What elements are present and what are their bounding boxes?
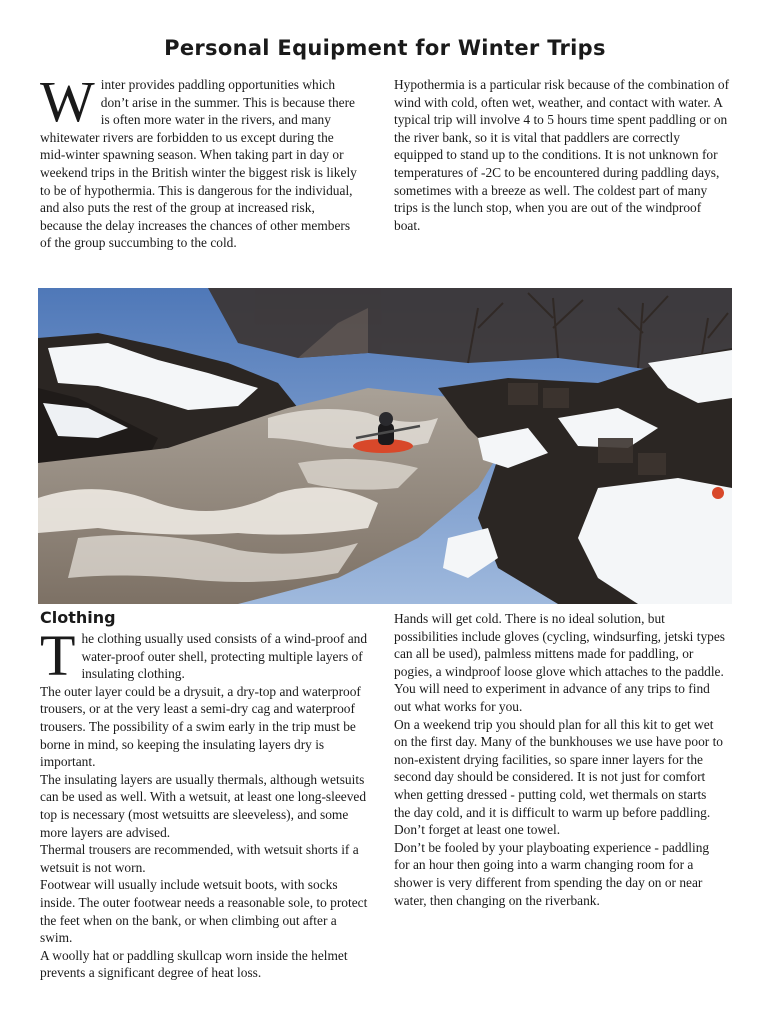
page-title: Personal Equipment for Winter Trips: [164, 36, 606, 60]
clothing-paragraph: [40, 623, 370, 688]
clothing-paragraph: The insulating layers are usually thermals, although wetsuits can be used as well. With a wetsuit, at least one long-sleeved top is necessary (most wetsuitts are sleeveless), and some more layers are advised.: [40, 771, 367, 840]
clothing-paragraph: A woolly hat or paddling skullcap worn inside the helmet prevents a significant degree of heat loss.: [40, 947, 348, 981]
intro-left-column: [40, 69, 360, 252]
clothing-right-column: [394, 610, 726, 909]
intro-right-text: Hypothermia is a particular risk because of the combination of wind with cold, often wet, weather, and contact with water. A typical trip will involve 4 to 5 hours time spent paddling or on the river bank, so it is vital that paddlers are correctly equipped to stand up to the conditions. It is not unknown for temperatures of -2C to be encountered during paddling days, sometimes with a breeze as well. The coldest part of many trips is the lunch stop, when you are out of the windproof boat.: [394, 77, 730, 233]
clothing-paragraph: The outer layer could be a drysuit, a dry-top and waterproof trousers, or at the very least a semi-dry cag and waterproof trousers. The possibility of a swim early in the trip must be borne in mind, so keeping the insulating layers dry is important.: [40, 683, 361, 770]
clothing-paragraph: Don’t be fooled by your playboating experience - paddling for an hour then going into a warm changing room for a shower is very different from spending the day on or near water, then changing on the riverbank.: [394, 839, 710, 908]
clothing-paragraph: Footwear will usually include wetsuit boots, with socks inside. The outer footwear needs a reasonable sole, to protect the feet when on the bank, or when climbing out after a swim.: [40, 877, 368, 946]
winter-kayaking-photo: [38, 288, 732, 604]
intro-drop-cap: W: [40, 69, 95, 134]
clothing-heading: Clothing: [40, 608, 116, 627]
clothing-paragraph: On a weekend trip you should plan for all this kit to get wet on the first day. Many of the bunkhouses we use have poor to non-existent drying facilities, so spare inner layers for the second day should be considered. It is not just for comfort when getting dressed - putting cold, wet thermals on starts the day cold, and it is difficult to warm up before paddling. Don’t forget at least one towel.: [394, 716, 723, 838]
intro-left-text: inter provides paddling opportunities which don’t arise in the summer. This is because there is often more water in the rivers, and many whitewater rivers are forbidden to us except during the mid-winter spawning season. When taking part in day or weekend trips in the British winter the biggest risk is likely to be of hypothermia. This is dangerous for the individual, and also puts the rest of the group at increased risk, because the delay increases the chances of other members of the group succumbing to the cold.: [40, 77, 357, 251]
clothing-drop-cap: T: [40, 623, 76, 688]
intro-paragraph: [40, 69, 360, 252]
clothing-left-column: [40, 623, 370, 982]
clothing-paragraph-text: he clothing usually used consists of a wind-proof and water-proof outer shell, protecting multiple layers of insulating clothing.: [81, 631, 368, 682]
second-kayak: [712, 487, 724, 499]
clothing-paragraph: Hands will get cold. There is no ideal solution, but possibilities include gloves (cycling, windsurfing, jetski types can all be used), palmless mittens made for paddling, or pogies, a windproof loose glove which attaches to the paddle. You will need to experiment in advance of any trips to find out what works for you.: [394, 611, 726, 714]
clothing-paragraph: Thermal trousers are recommended, with wetsuit shorts if a wetsuit is not worn.: [40, 842, 359, 875]
intro-right-column: [394, 76, 730, 234]
river-scene-illustration: [38, 288, 732, 604]
